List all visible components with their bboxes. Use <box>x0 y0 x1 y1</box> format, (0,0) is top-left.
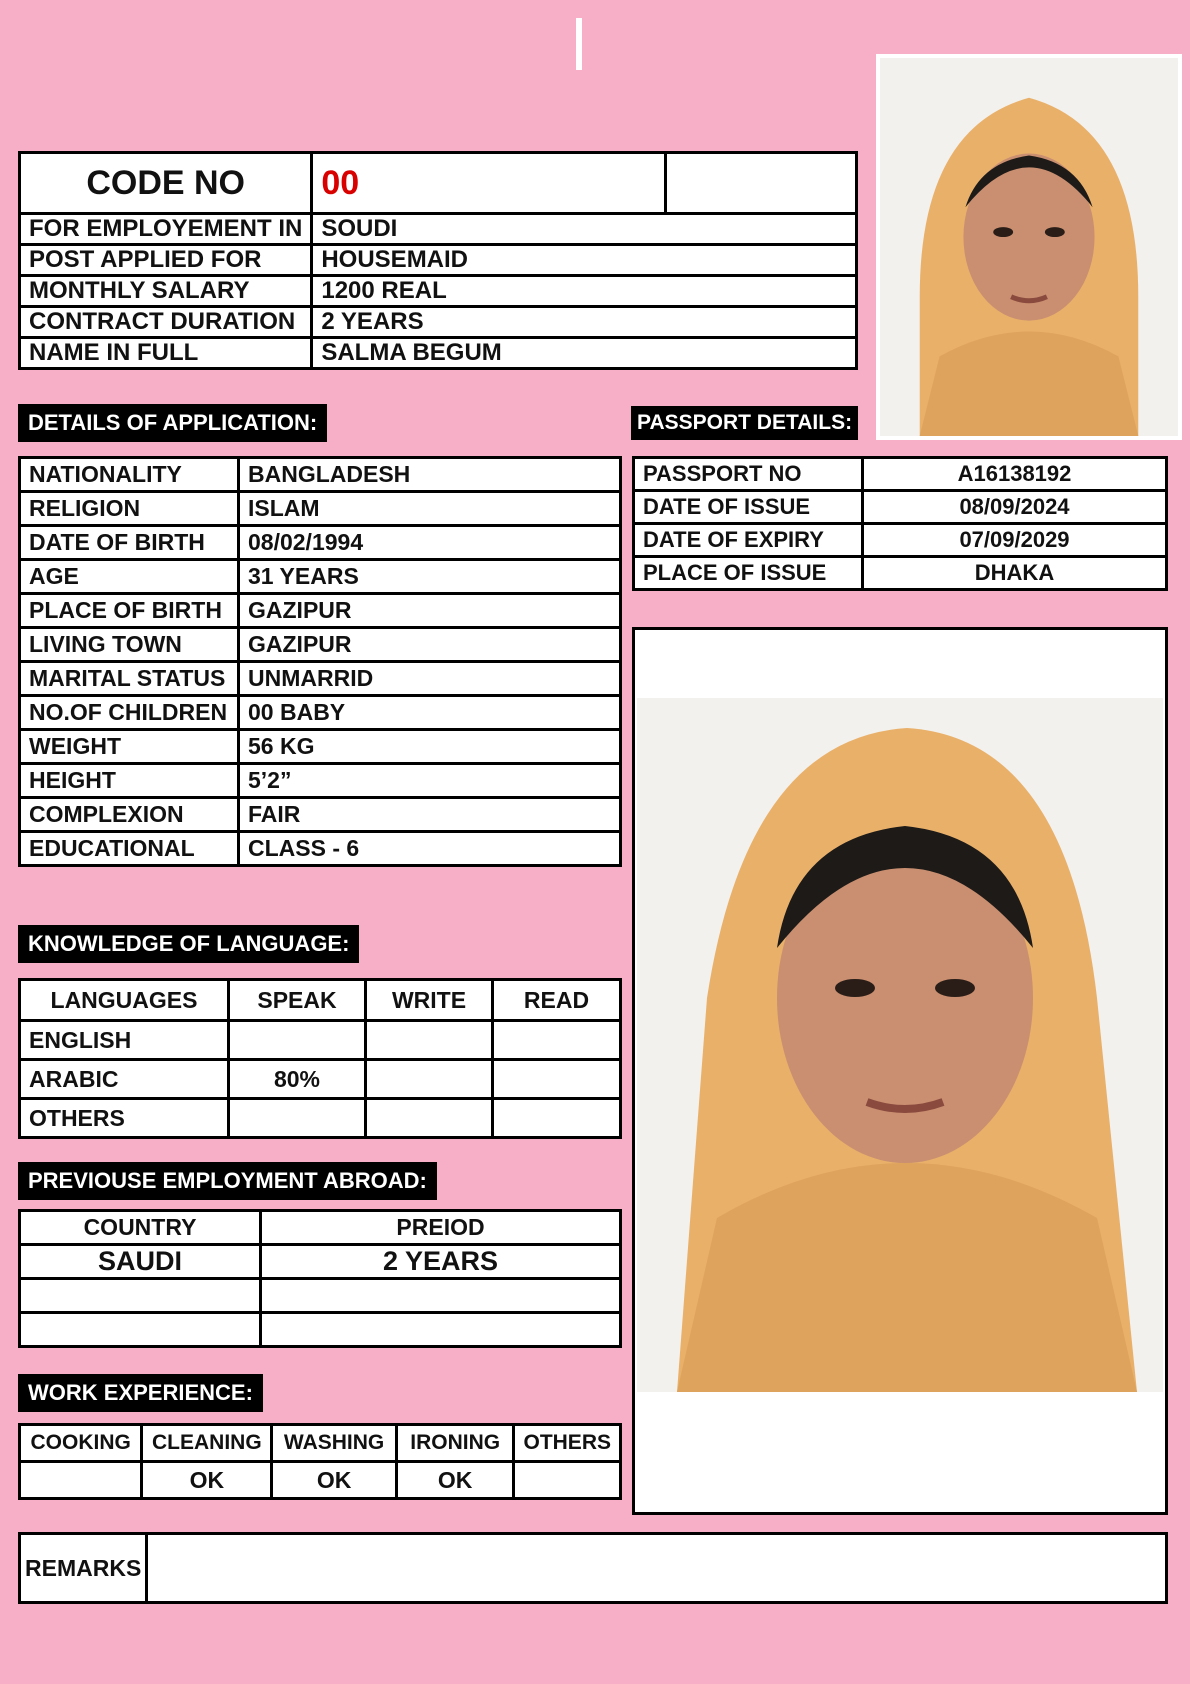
row-value: SALMA BEGUM <box>312 338 857 369</box>
col-header: CLEANING <box>142 1425 272 1462</box>
row-label: WEIGHT <box>20 730 239 764</box>
row-value: SOUDI <box>312 214 857 245</box>
col-header: WRITE <box>366 980 493 1021</box>
write-cell <box>366 1099 493 1138</box>
row-value: UNMARRID <box>239 662 621 696</box>
row-value: 2 YEARS <box>312 307 857 338</box>
language-name: OTHERS <box>20 1099 229 1138</box>
period-cell: 2 YEARS <box>261 1245 621 1279</box>
work-cell: OK <box>142 1462 272 1499</box>
row-value: DHAKA <box>863 557 1167 590</box>
row-value: 56 KG <box>239 730 621 764</box>
row-label: COMPLEXION <box>20 798 239 832</box>
write-cell <box>366 1021 493 1060</box>
row-label: LIVING TOWN <box>20 628 239 662</box>
row-label: FOR EMPLOYEMENT IN <box>20 214 312 245</box>
row-label: HEIGHT <box>20 764 239 798</box>
language-table <box>18 978 622 1139</box>
period-cell <box>261 1279 621 1313</box>
country-cell <box>20 1279 261 1313</box>
country-cell <box>20 1313 261 1347</box>
row-label: PLACE OF ISSUE <box>634 557 863 590</box>
row-label: DATE OF BIRTH <box>20 526 239 560</box>
applicant-photo-large <box>637 698 1163 1392</box>
passport-table <box>632 456 1168 591</box>
code-value: 00 <box>312 153 666 214</box>
row-label: POST APPLIED FOR <box>20 245 312 276</box>
col-header: SPEAK <box>229 980 366 1021</box>
code-label: CODE NO <box>20 153 312 214</box>
work-title: WORK EXPERIENCE: <box>18 1374 263 1412</box>
col-header: OTHERS <box>514 1425 621 1462</box>
application-title: DETAILS OF APPLICATION: <box>18 404 327 442</box>
read-cell <box>493 1060 621 1099</box>
language-title: KNOWLEDGE OF LANGUAGE: <box>18 925 359 963</box>
col-header: IRONING <box>396 1425 514 1462</box>
row-value: FAIR <box>239 798 621 832</box>
row-label: NATIONALITY <box>20 458 239 492</box>
work-cell: OK <box>272 1462 397 1499</box>
application-table <box>18 456 622 867</box>
read-cell <box>493 1021 621 1060</box>
row-label: RELIGION <box>20 492 239 526</box>
portrait-icon <box>880 58 1178 436</box>
passport-title: PASSPORT DETAILS: <box>631 406 858 440</box>
speak-cell: 80% <box>229 1060 366 1099</box>
work-cell <box>20 1462 142 1499</box>
previous-table <box>18 1209 622 1348</box>
row-label: DATE OF EXPIRY <box>634 524 863 557</box>
read-cell <box>493 1099 621 1138</box>
col-header: LANGUAGES <box>20 980 229 1021</box>
row-value: 07/09/2029 <box>863 524 1167 557</box>
speak-cell <box>229 1021 366 1060</box>
col-header: WASHING <box>272 1425 397 1462</box>
remarks-value <box>147 1534 1167 1603</box>
remarks-table <box>18 1532 1168 1604</box>
speak-cell <box>229 1099 366 1138</box>
row-value: BANGLADESH <box>239 458 621 492</box>
row-label: EDUCATIONAL <box>20 832 239 866</box>
row-label: CONTRACT DURATION <box>20 307 312 338</box>
row-value: 31 YEARS <box>239 560 621 594</box>
period-cell <box>261 1313 621 1347</box>
work-cell <box>514 1462 621 1499</box>
row-value: 00 BABY <box>239 696 621 730</box>
previous-title: PREVIOUSE EMPLOYMENT ABROAD: <box>18 1162 437 1200</box>
row-label: PASSPORT NO <box>634 458 863 491</box>
row-label: MONTHLY SALARY <box>20 276 312 307</box>
scan-mark <box>576 18 582 70</box>
row-label: AGE <box>20 560 239 594</box>
row-label: NO.OF CHILDREN <box>20 696 239 730</box>
header-table <box>18 151 858 370</box>
row-value: GAZIPUR <box>239 628 621 662</box>
row-label: DATE OF ISSUE <box>634 491 863 524</box>
portrait-icon <box>637 698 1163 1392</box>
code-extra-cell <box>666 153 857 214</box>
row-value: 5’2” <box>239 764 621 798</box>
row-value: HOUSEMAID <box>312 245 857 276</box>
work-table <box>18 1423 622 1500</box>
row-label: MARITAL STATUS <box>20 662 239 696</box>
write-cell <box>366 1060 493 1099</box>
row-label: NAME IN FULL <box>20 338 312 369</box>
row-value: 08/02/1994 <box>239 526 621 560</box>
applicant-photo-small <box>876 54 1182 440</box>
row-value: ISLAM <box>239 492 621 526</box>
col-header: PREIOD <box>261 1211 621 1245</box>
language-name: ENGLISH <box>20 1021 229 1060</box>
col-header: COUNTRY <box>20 1211 261 1245</box>
col-header: COOKING <box>20 1425 142 1462</box>
row-value: GAZIPUR <box>239 594 621 628</box>
work-cell: OK <box>396 1462 514 1499</box>
row-value: 08/09/2024 <box>863 491 1167 524</box>
col-header: READ <box>493 980 621 1021</box>
row-value: CLASS - 6 <box>239 832 621 866</box>
row-value: 1200 REAL <box>312 276 857 307</box>
row-value: A16138192 <box>863 458 1167 491</box>
row-label: PLACE OF BIRTH <box>20 594 239 628</box>
language-name: ARABIC <box>20 1060 229 1099</box>
country-cell: SAUDI <box>20 1245 261 1279</box>
remarks-label: REMARKS <box>20 1534 147 1603</box>
